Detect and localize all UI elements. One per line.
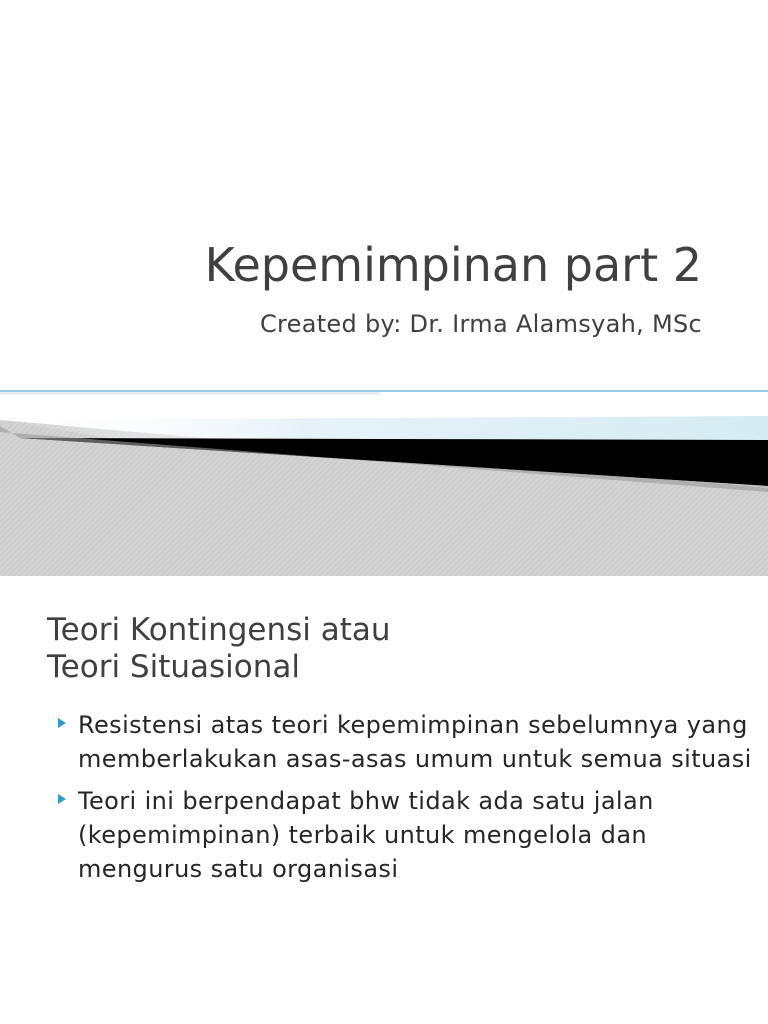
content-slide: [0, 576, 768, 1024]
accent-line-fade: [0, 392, 380, 395]
triangle-right-bullet-icon: [58, 794, 66, 804]
triangle-right-bullet-icon: [58, 718, 66, 728]
bullet-list: [54, 708, 754, 894]
bullet-text: Resistensi atas teori kepemimpinan sebelumnya yang memberlakukan asas-asas umum untuk semua situasi: [78, 711, 752, 773]
light-blue-wedge: [0, 416, 768, 440]
decorative-band: [0, 380, 768, 576]
bullet-text: Teori ini berpendapat bhw tidak ada satu jalan (kepemimpinan) terbaik untuk mengelola dan mengurus satu organisasi: [78, 787, 654, 883]
slide-subtitle: Created by: Dr. Irma Alamsyah, MSc: [259, 310, 702, 338]
slide-heading-line-2: Teori Situasional: [47, 649, 300, 685]
bullet-item: [54, 784, 754, 886]
slide-heading-line-1: Teori Kontingensi atau: [47, 612, 391, 648]
slide-title: Kepemimpinan part 2: [204, 238, 702, 292]
slide-heading: [47, 612, 391, 686]
bullet-item: [54, 708, 754, 776]
